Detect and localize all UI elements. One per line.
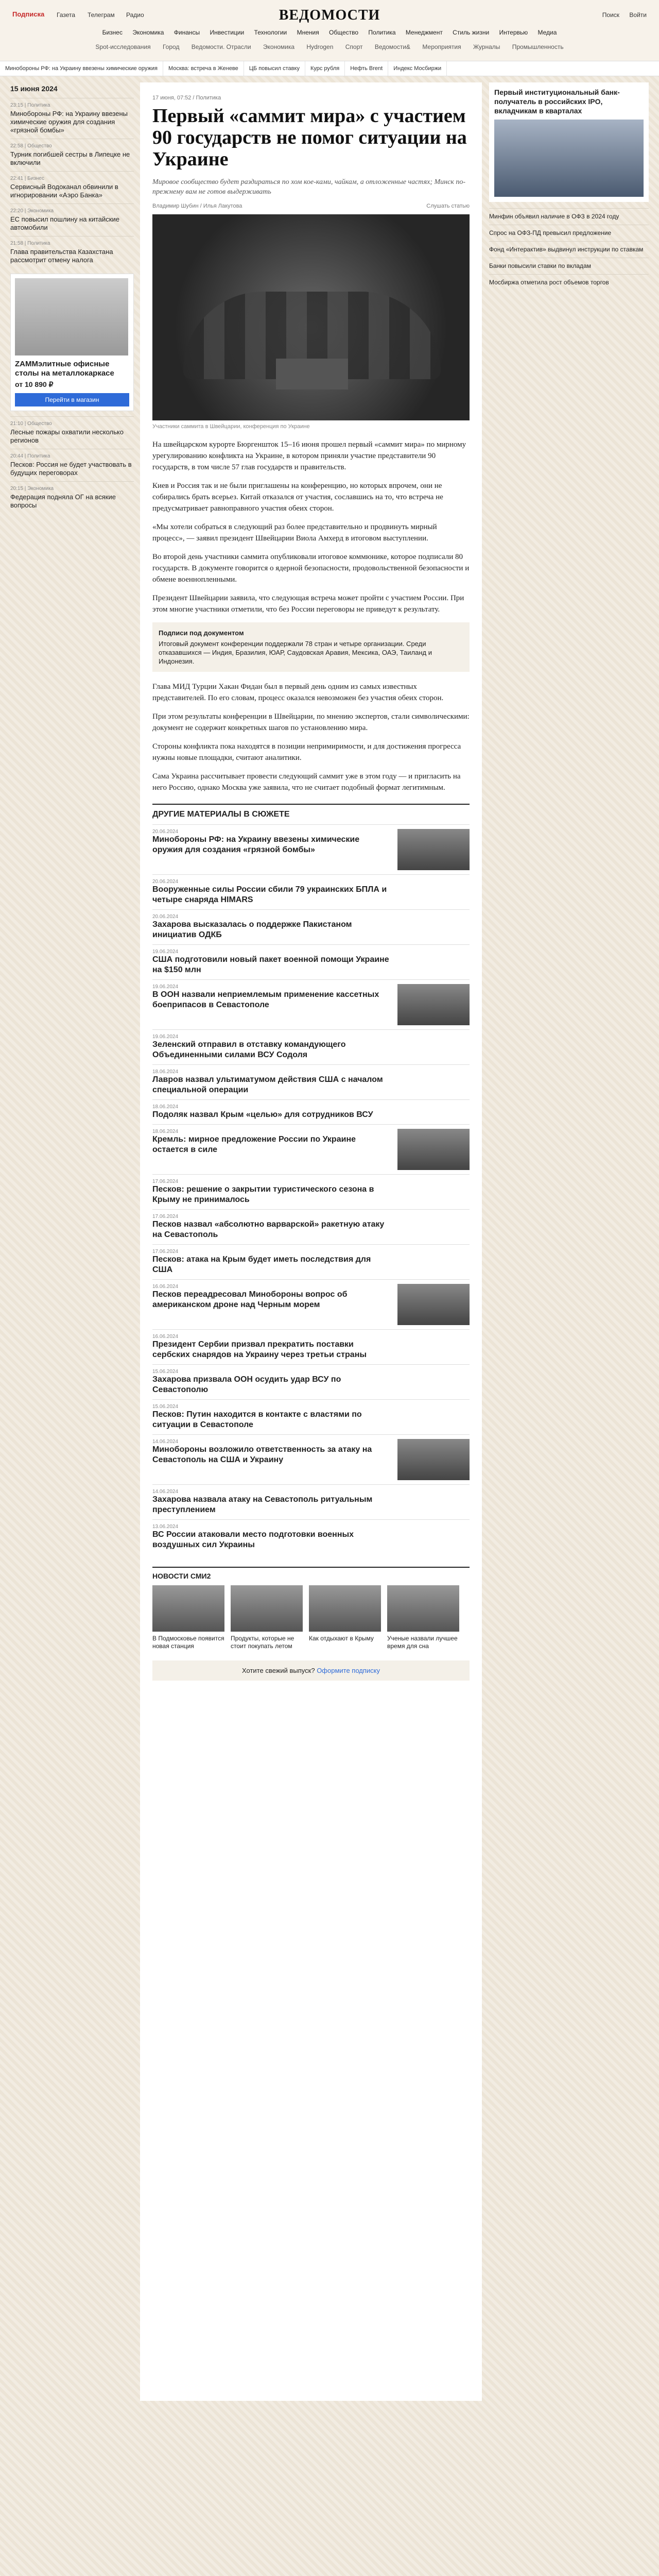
related-headline[interactable]: Вооруженные силы России сбили 79 украинских БПЛА и четыре снаряда HIMARS bbox=[152, 885, 387, 904]
related-date: 18.06.2024 bbox=[152, 1069, 179, 1075]
article-title: Первый «саммит мира» с участием 90 государств не помог ситуации на Украине bbox=[152, 105, 467, 170]
document-box bbox=[152, 622, 470, 672]
subnav-item[interactable]: Мероприятия bbox=[422, 43, 461, 50]
related-list bbox=[152, 824, 470, 1554]
article bbox=[140, 82, 482, 2401]
related-headline[interactable]: Зеленский отправил в отставку командующего Объединенными силами ВСУ Содоля bbox=[152, 1040, 346, 1059]
header-top-row bbox=[0, 7, 659, 23]
subnav-item[interactable]: Город bbox=[162, 43, 180, 50]
ticker-item[interactable]: Нефть Brent bbox=[345, 61, 388, 76]
channel-telegram[interactable]: Телеграм bbox=[88, 11, 115, 19]
article-paragraph: На швейцарском курорте Бюргеншток 15–16 июня прошел первый «саммит мира» по мирному урегулированию конфликта на Украине, в котором приняли участие представители 90 государств, в том числе 57 глав государств и правительств. bbox=[152, 440, 466, 471]
promo-title[interactable]: Первый институциональный банк-получатель в российских IPO, вкладчикам в кварталах bbox=[494, 88, 620, 115]
related-item[interactable] bbox=[152, 1519, 470, 1554]
feed-item[interactable] bbox=[10, 236, 134, 268]
related-date: 14.06.2024 bbox=[152, 1439, 179, 1445]
feed-item[interactable] bbox=[10, 416, 134, 449]
feed-item-headline[interactable]: Глава правительства Казахстана рассмотрит отмену налога bbox=[10, 248, 113, 264]
ticker-item[interactable]: Курс рубля bbox=[305, 61, 345, 76]
sidebar-news-headline[interactable]: Мосбиржа отметила рост объемов торгов bbox=[489, 279, 609, 286]
feed-item-time: 22:20 | Экономика bbox=[10, 208, 54, 214]
subscribe-cta[interactable]: Оформите подписку bbox=[317, 1667, 380, 1674]
related-item[interactable] bbox=[152, 1209, 470, 1244]
ad-block[interactable] bbox=[10, 274, 134, 411]
feed-item[interactable] bbox=[10, 98, 134, 139]
sidebar-news-item[interactable] bbox=[489, 258, 649, 274]
related-item[interactable] bbox=[152, 944, 470, 979]
related-headline[interactable]: Кремль: мирное предложение России по Украине остается в силе bbox=[152, 1135, 356, 1154]
promo-image bbox=[494, 120, 644, 197]
related-item[interactable] bbox=[152, 909, 470, 944]
related-item[interactable] bbox=[152, 1244, 470, 1279]
article-paragraph: Во второй день участники саммита опубликовали итоговое коммюнике, которое подписали 80 государств. В документе говорится о ядерной безопасности, продовольственной безопасности и обмене военнопленными. bbox=[152, 553, 470, 584]
related-date: 15.06.2024 bbox=[152, 1404, 179, 1410]
related-date: 19.06.2024 bbox=[152, 949, 179, 955]
related-date: 20.06.2024 bbox=[152, 829, 179, 835]
related-headline[interactable]: Минобороны РФ: на Украину ввезены химические оружия для создания «грязной бомбы» bbox=[152, 835, 360, 854]
photo-caption: Участники саммита в Швейцарии, конференция по Украине bbox=[152, 423, 310, 430]
smi2-heading: НОВОСТИ СМИ2 bbox=[152, 1567, 470, 1580]
card-image bbox=[387, 1585, 459, 1632]
related-item[interactable] bbox=[152, 1064, 470, 1099]
ad-button[interactable]: Перейти в магазин bbox=[15, 393, 129, 406]
article-authors[interactable]: Владимир Шубин / Илья Лакутова bbox=[152, 203, 242, 209]
nav-item[interactable]: Экономика bbox=[132, 29, 164, 36]
feed-item[interactable] bbox=[10, 449, 134, 481]
related-thumbnail bbox=[397, 1129, 470, 1170]
related-headline[interactable]: Песков назвал «абсолютно варварской» ракетную атаку на Севастополь bbox=[152, 1220, 385, 1239]
related-item[interactable] bbox=[152, 1484, 470, 1519]
nav-item[interactable]: Технологии bbox=[254, 29, 287, 36]
ticker-item[interactable]: Индекс Мосбиржи bbox=[388, 61, 447, 76]
subscribe-text: Хотите свежий выпуск? bbox=[241, 1667, 315, 1674]
related-date: 13.06.2024 bbox=[152, 1524, 179, 1530]
smi2-card[interactable] bbox=[309, 1585, 381, 1650]
hero-photo bbox=[152, 214, 470, 420]
feed-date: 15 июня 2024 bbox=[10, 84, 58, 93]
ad-price: от 10 890 ₽ bbox=[15, 380, 54, 388]
related-item[interactable] bbox=[152, 1124, 470, 1174]
feed-item-time: 20:44 | Политика bbox=[10, 453, 50, 459]
document-title: Подписи под документом bbox=[159, 629, 244, 637]
related-date: 16.06.2024 bbox=[152, 1334, 179, 1340]
subnav-item[interactable]: Промышленность bbox=[512, 43, 564, 50]
related-date: 16.06.2024 bbox=[152, 1284, 179, 1290]
related-headline[interactable]: Лавров назвал ультиматумом действия США с началом специальной операции bbox=[152, 1075, 383, 1094]
ticker-item[interactable]: Москва: встреча в Женеве bbox=[163, 61, 244, 76]
left-news-feed bbox=[10, 82, 134, 514]
related-thumbnail bbox=[397, 1439, 470, 1480]
subscribe-link[interactable]: Подписка bbox=[12, 10, 45, 18]
subnav-item[interactable]: Спорт bbox=[345, 43, 363, 50]
news-ticker bbox=[0, 61, 659, 76]
article-lead: Мировое сообщество будет раздираться по хом кое-ками, чайкам, а отложенные частях; Минск по-прежнему вам не готов выдерживать bbox=[152, 178, 466, 196]
nav-item[interactable]: Медиа bbox=[537, 29, 557, 36]
feed-item[interactable] bbox=[10, 139, 134, 171]
subscribe-banner bbox=[152, 1660, 470, 1681]
nav-item[interactable]: Бизнес bbox=[102, 29, 123, 36]
smi2-cards bbox=[152, 1585, 470, 1650]
related-item[interactable] bbox=[152, 979, 470, 1029]
related-item[interactable] bbox=[152, 1029, 470, 1064]
nav-item[interactable]: Финансы bbox=[174, 29, 200, 36]
subnav-item[interactable]: Экономика bbox=[263, 43, 295, 50]
related-headline[interactable]: США подготовили новый пакет военной помощи Украине на $150 млн bbox=[152, 955, 389, 974]
feed-item-time: 22:58 | Общество bbox=[10, 143, 52, 149]
nav-item[interactable]: Политика bbox=[368, 29, 396, 36]
feed-item[interactable] bbox=[10, 481, 134, 514]
article-paragraph: Сама Украина рассчитывает провести следующий саммит уже в этом году — и пригласить на него Россию, однако Москва уже заявила, что не считает подобный формат легитимным. bbox=[152, 772, 461, 792]
feed-item-time: 23:15 | Политика bbox=[10, 103, 50, 108]
related-date: 19.06.2024 bbox=[152, 984, 179, 990]
card-image bbox=[231, 1585, 303, 1632]
sidebar-news-item[interactable] bbox=[489, 208, 649, 225]
related-headline[interactable]: Песков: Путин находится в контакте с властями по ситуации в Севастополе bbox=[152, 1410, 362, 1429]
article-byline bbox=[152, 203, 470, 209]
site-header bbox=[0, 0, 659, 76]
sidebar-news-item[interactable] bbox=[489, 241, 649, 258]
related-date: 14.06.2024 bbox=[152, 1489, 179, 1495]
smi2-card[interactable] bbox=[231, 1585, 303, 1650]
smi2-card[interactable] bbox=[387, 1585, 459, 1650]
article-paragraph: Президент Швейцарии заявила, что следующая встреча может пройти с участием России. При этом многие участники отметили, что без России переговоры не приведут к результату. bbox=[152, 594, 464, 614]
nav-item[interactable]: Общество bbox=[329, 29, 359, 36]
nav-item[interactable]: Стиль жизни bbox=[453, 29, 490, 36]
related-headline[interactable]: Подоляк назвал Крым «целью» для сотрудников ВСУ bbox=[152, 1110, 373, 1119]
listen-button[interactable]: Слушать статью bbox=[426, 203, 470, 209]
feed-item-headline[interactable]: Федерация подняла ОГ на всякие вопросы bbox=[10, 493, 116, 509]
card-image bbox=[152, 1585, 224, 1632]
subnav-item[interactable]: Spot-исследования bbox=[95, 43, 151, 50]
article-paragraph: При этом результаты конференции в Швейцарии, по мнению экспертов, стали символическими: документ не содержит конкретных шагов по установлению мира. bbox=[152, 713, 470, 732]
sidebar-news-item[interactable] bbox=[489, 225, 649, 241]
article-paragraph: Глава МИД Турции Хакан Фидан был в первый день одним из самых известных представителей. По его словам, процесс оказался невозможен без участия обеих сторон. bbox=[152, 683, 444, 702]
search-link[interactable]: Поиск bbox=[602, 11, 620, 19]
feed-item-headline[interactable]: Турник погибшей сестры в Липецке не включили bbox=[10, 150, 130, 166]
related-item[interactable] bbox=[152, 1174, 470, 1209]
nav-item[interactable]: Менеджмент bbox=[405, 29, 443, 36]
feed-item-time: 20:15 | Экономика bbox=[10, 486, 54, 492]
related-date: 18.06.2024 bbox=[152, 1129, 179, 1134]
related-item[interactable] bbox=[152, 1329, 470, 1364]
article-paragraph: Киев и Россия так и не были приглашены на конференцию, но которых впрочем, они не собирались брать всерьез. Китай отказался от участия, сославшись на то, что встреча не предусматривает равноправного участия обеих сторон. bbox=[152, 482, 443, 513]
related-headline[interactable]: Захарова назвала атаку на Севастополь ритуальным преступлением bbox=[152, 1495, 373, 1514]
channel-gazeta[interactable]: Газета bbox=[57, 11, 76, 19]
related-item[interactable] bbox=[152, 1279, 470, 1329]
promo-block[interactable] bbox=[489, 82, 649, 202]
nav-item[interactable]: Мнения bbox=[297, 29, 319, 36]
article-paragraph: Стороны конфликта пока находятся в позиции непримиримости, и для достижения прогресса нужны новые площадки, считают аналитики. bbox=[152, 742, 461, 762]
feed-item-time: 21:58 | Политика bbox=[10, 241, 50, 246]
related-thumbnail bbox=[397, 984, 470, 1025]
ticker-item[interactable]: Минобороны РФ: на Украину ввезены химические оружия bbox=[0, 61, 163, 76]
related-headline[interactable]: Песков: решение о закрытии туристического сезона в Крыму не принималось bbox=[152, 1185, 374, 1204]
related-item[interactable] bbox=[152, 874, 470, 909]
photo-stage bbox=[276, 359, 348, 389]
related-date: 19.06.2024 bbox=[152, 1034, 179, 1040]
feed-item-headline[interactable]: ЕС повысил пошлину на китайские автомобили bbox=[10, 215, 119, 231]
article-paragraph: «Мы хотели собраться в следующий раз более представительно и продвинуть мирный процесс», — заявил президент Швейцарии Виола Амхерд в итоговом выступлении. bbox=[152, 523, 437, 543]
related-headline[interactable]: Президент Сербии призвал прекратить поставки сербских снарядов на Украину через третьи страны bbox=[152, 1340, 367, 1359]
card-headline[interactable]: Как отдыхают в Крыму bbox=[309, 1635, 374, 1642]
sub-navigation bbox=[0, 43, 659, 56]
subnav-item[interactable]: Hydrogen bbox=[306, 43, 334, 50]
related-date: 17.06.2024 bbox=[152, 1179, 179, 1184]
feed-item[interactable] bbox=[10, 171, 134, 204]
related-date: 17.06.2024 bbox=[152, 1214, 179, 1219]
feed-item-time: 21:10 | Общество bbox=[10, 421, 52, 427]
site-logo[interactable]: ВЕДОМОСТИ bbox=[279, 7, 380, 23]
sidebar-news-headline[interactable]: Фонд «Интерактив» выдвинул инструкции по ставкам bbox=[489, 246, 644, 253]
header-right bbox=[594, 11, 647, 19]
subnav-item[interactable]: Ведомости& bbox=[374, 43, 411, 50]
login-link[interactable]: Войти bbox=[629, 11, 647, 19]
related-item[interactable] bbox=[152, 1099, 470, 1124]
related-thumbnail bbox=[397, 829, 470, 870]
sidebar-news-headline[interactable]: Минфин объявил наличие в ОФЗ в 2024 году bbox=[489, 213, 619, 220]
feed-item-time: 22:41 | Бизнес bbox=[10, 176, 44, 181]
related-date: 15.06.2024 bbox=[152, 1369, 179, 1375]
related-item[interactable] bbox=[152, 824, 470, 874]
ad-image bbox=[15, 278, 128, 355]
related-headline[interactable]: Захарова высказалась о поддержке Пакистаном инициатив ОДКБ bbox=[152, 920, 352, 939]
related-item[interactable] bbox=[152, 1434, 470, 1484]
subnav-item[interactable]: Ведомости. Отрасли bbox=[191, 43, 251, 50]
subnav-item[interactable]: Журналы bbox=[473, 43, 500, 50]
related-date: 20.06.2024 bbox=[152, 879, 179, 885]
related-item[interactable] bbox=[152, 1364, 470, 1399]
related-headline[interactable]: Минобороны возложило ответственность за атаку на Севастополь на США и Украину bbox=[152, 1445, 372, 1464]
ticker-item[interactable]: ЦБ повысил ставку bbox=[244, 61, 305, 76]
main-navigation bbox=[0, 29, 659, 41]
related-item[interactable] bbox=[152, 1399, 470, 1434]
feed-item-headline[interactable]: Сервисный Водоканал обвинили в игнорировании «Аэро Банка» bbox=[10, 183, 118, 199]
nav-item[interactable]: Инвестиции bbox=[210, 29, 245, 36]
channel-radio[interactable]: Радио bbox=[126, 11, 144, 19]
nav-item[interactable]: Интервью bbox=[499, 29, 528, 36]
related-date: 18.06.2024 bbox=[152, 1104, 179, 1110]
feed-item-headline[interactable]: Песков: Россия не будет участвовать в будущих переговорах bbox=[10, 461, 132, 477]
sidebar-news-headline[interactable]: Банки повысили ставки по вкладам bbox=[489, 262, 591, 269]
related-headline[interactable]: Песков переадресовал Минобороны вопрос об американском дроне над Черным морем bbox=[152, 1290, 348, 1309]
document-text: Итоговый документ конференции поддержали 78 стран и четыре организации. Среди отказавшихся — Индия, Бразилия, ЮАР, Саудовская Аравия, Мексика, ОАЭ, Таиланд и Индонезия. bbox=[159, 640, 432, 665]
card-headline[interactable]: Ученые назвали лучшее время для сна bbox=[387, 1635, 458, 1650]
related-heading: ДРУГИЕ МАТЕРИАЛЫ В СЮЖЕТЕ bbox=[152, 804, 470, 819]
sidebar-news-item[interactable] bbox=[489, 274, 649, 291]
related-date: 17.06.2024 bbox=[152, 1249, 179, 1255]
feed-item[interactable] bbox=[10, 204, 134, 236]
sidebar-news-headline[interactable]: Спрос на ОФЗ-ПД превысил предложение bbox=[489, 229, 612, 236]
feed-item-headline[interactable]: Минобороны РФ: на Украину ввезены химические оружия для создания «грязной бомбы» bbox=[10, 110, 128, 134]
right-sidebar bbox=[489, 82, 649, 291]
related-headline[interactable]: В ООН назвали неприемлемым применение кассетных боеприпасов в Севастополе bbox=[152, 990, 379, 1009]
card-image bbox=[309, 1585, 381, 1632]
related-headline[interactable]: Песков: атака на Крым будет иметь последствия для США bbox=[152, 1255, 371, 1274]
related-thumbnail bbox=[397, 1284, 470, 1325]
article-meta: 17 июня, 07:52 / Политика bbox=[152, 95, 221, 101]
related-headline[interactable]: Захарова призвала ООН осудить удар ВСУ по Севастополю bbox=[152, 1375, 341, 1394]
smi2-card[interactable] bbox=[152, 1585, 224, 1650]
ad-title[interactable]: ZAMMэлитные офисные столы на металлокаркасе bbox=[15, 360, 114, 378]
related-headline[interactable]: ВС России атаковали место подготовки военных воздушных сил Украины bbox=[152, 1530, 354, 1549]
feed-item-headline[interactable]: Лесные пожары охватили несколько регионов bbox=[10, 428, 124, 444]
related-date: 20.06.2024 bbox=[152, 914, 179, 920]
card-headline[interactable]: В Подмосковье появится новая станция bbox=[152, 1635, 224, 1650]
card-headline[interactable]: Продукты, которые не стоит покупать летом bbox=[231, 1635, 294, 1650]
